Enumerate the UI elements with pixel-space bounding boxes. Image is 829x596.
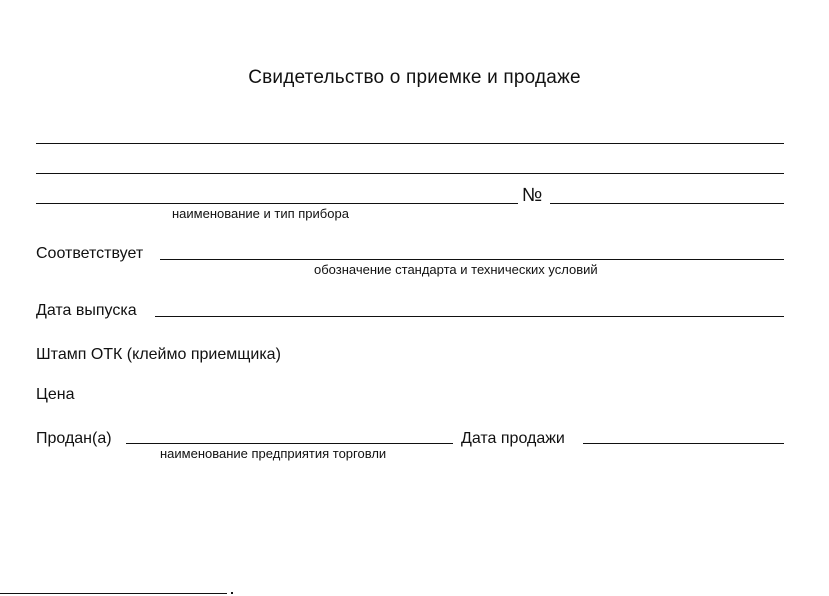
serial-number-line bbox=[550, 203, 784, 204]
release-date-label: Дата выпуска bbox=[36, 302, 137, 319]
sold-label: Продан(а) bbox=[36, 430, 112, 447]
sale-date-line bbox=[583, 443, 784, 444]
document-title: Свидетельство о приемке и продаже bbox=[248, 67, 581, 88]
number-sign: № bbox=[522, 185, 543, 206]
conforms-label: Соответствует bbox=[36, 245, 144, 262]
device-caption: наименование и тип прибора bbox=[172, 206, 349, 221]
standard-line bbox=[160, 259, 784, 260]
footer-rule bbox=[0, 593, 227, 594]
blank-line-1 bbox=[36, 143, 784, 144]
price-label: Цена bbox=[36, 386, 75, 403]
enterprise-caption: наименование предприятия торговли bbox=[160, 446, 387, 461]
footer-dot bbox=[231, 592, 233, 594]
stamp-label: Штамп ОТК (клеймо приемщика) bbox=[36, 346, 281, 363]
standard-caption: обозначение стандарта и технических условий bbox=[314, 262, 598, 277]
blank-line-2 bbox=[36, 173, 784, 174]
sold-by-line bbox=[126, 443, 453, 444]
sale-date-label: Дата продажи bbox=[461, 430, 565, 447]
device-name-line bbox=[36, 203, 518, 204]
release-date-line bbox=[155, 316, 784, 317]
